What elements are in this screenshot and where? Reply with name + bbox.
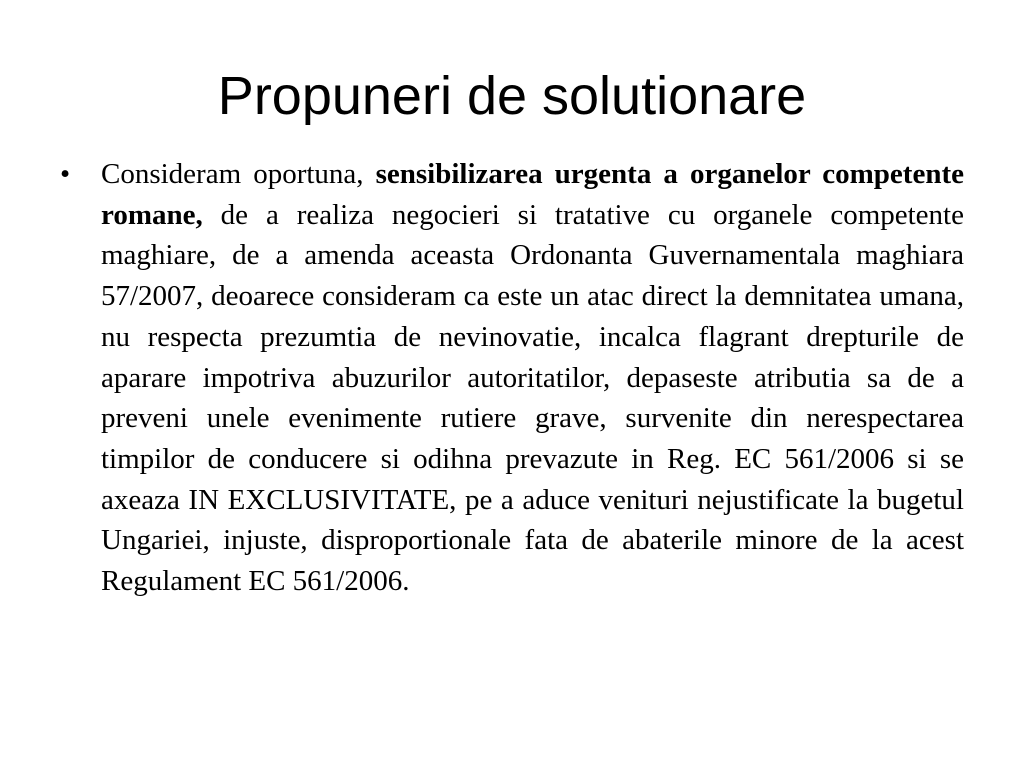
bullet-marker: • bbox=[60, 158, 71, 190]
bullet-text-emphasis: sensibilizarea urgenta a organelor competente romane, bbox=[101, 158, 964, 231]
bullet-text-intro: Consideram oportuna, bbox=[101, 158, 376, 190]
slide-title: Propuneri de solutionare bbox=[217, 66, 807, 126]
bullet-list bbox=[56, 154, 964, 602]
bullet-text-body: de a realiza negocieri si tratative cu organele competente maghiare, de a amenda aceasta Ordonanta Guvernamentala maghiara 57/2007, deoarece consideram ca este un atac direct la demnitatea umana, nu respecta prezumtia de nevinovatie, incalca flagrant drepturile de aparare impotriva abuzurilor autoritatilor, depaseste atributia sa de a preveni unele evenimente rutiere grave, survenite din nerespectarea timpilor de conducere si odihna prevazute in Reg. EC 561/2006 si se axeaza IN EXCLUSIVITATE, pe a aduce venituri nejustificate la bugetul Ungariei, injuste, disproportionale fata de abaterile minore de la acest Regulament EC 561/2006. bbox=[101, 198, 964, 598]
bullet-item bbox=[56, 154, 964, 602]
